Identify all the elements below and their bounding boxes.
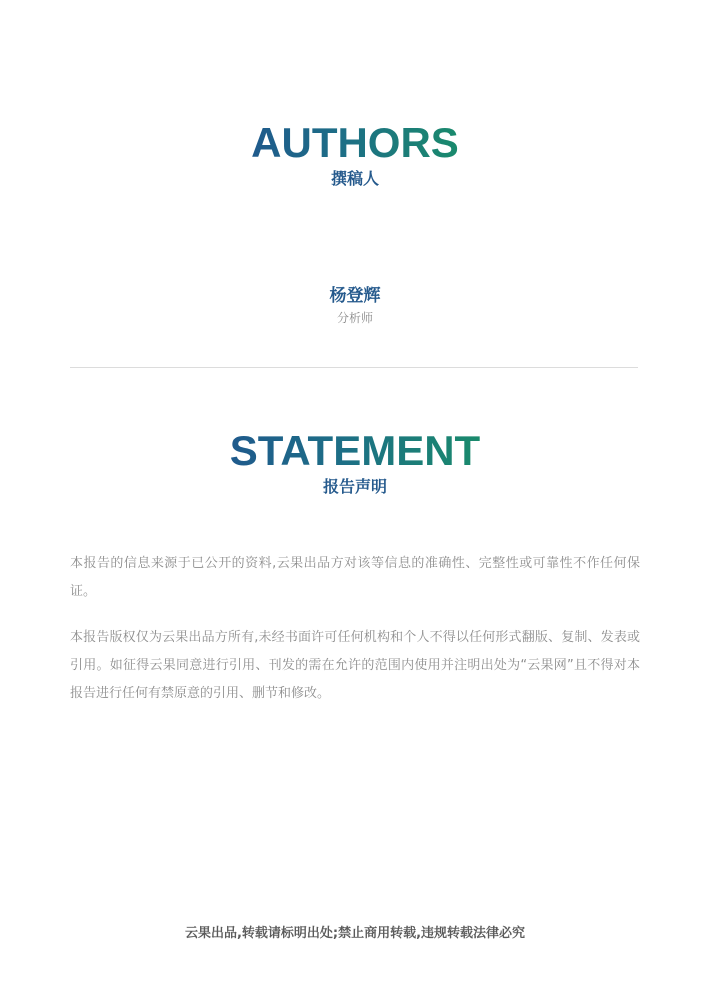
- statement-title-cn: 报告声明: [322, 477, 387, 496]
- section-divider: [70, 367, 638, 368]
- authors-title-en: AUTHORS: [251, 119, 459, 166]
- authors-heading: [0, 120, 710, 190]
- statement-heading: [0, 428, 710, 498]
- statement-body: [70, 550, 640, 726]
- author-name: 杨登辉: [329, 286, 381, 306]
- statement-paragraph-1: 本报告的信息来源于已公开的资料,云果出品方对该等信息的准确性、完整性或可靠性不作任何保证。: [70, 556, 640, 599]
- statement-title-en: STATEMENT: [229, 427, 481, 474]
- author-role: 分析师: [336, 311, 373, 325]
- author-card: [0, 284, 710, 327]
- authors-title-cn: 撰稿人: [330, 169, 379, 188]
- footer-copyright-note: 云果出品,转载请标明出处;禁止商用转载,违规转载法律必究: [184, 926, 526, 941]
- statement-paragraph-2: 本报告版权仅为云果出品方所有,未经书面许可任何机构和个人不得以任何形式翻版、复制、发表或引用。如征得云果同意进行引用、刊发的需在允许的范围内使用并注明出处为“云果网”且不得对本报告进行任何有禁原意的引用、删节和修改。: [70, 630, 640, 701]
